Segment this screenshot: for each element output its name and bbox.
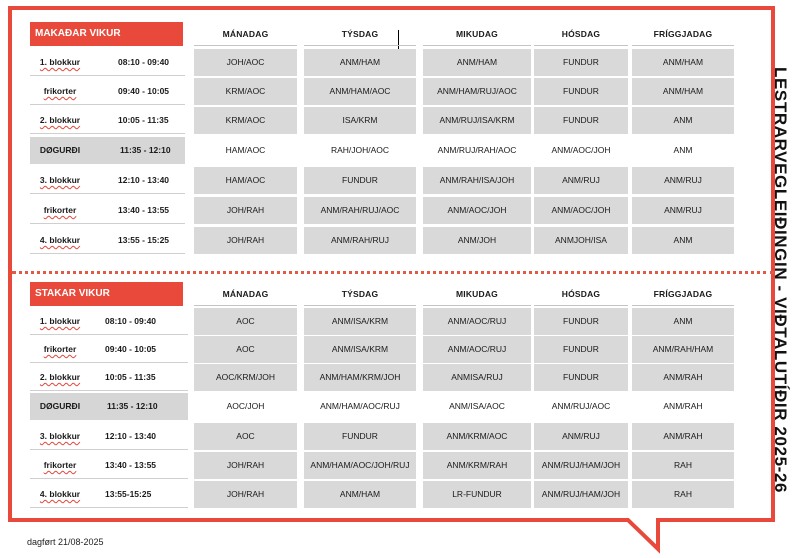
schedule-cell: ANM/RUJ: [632, 197, 734, 224]
period-time: 08:10 - 09:40: [105, 316, 157, 326]
period-name: frikorter: [43, 205, 77, 215]
period-label: [30, 107, 185, 134]
schedule-cell: ANM/RAH/RUJ: [304, 227, 416, 254]
schedule-cell: ANM/JOH: [423, 227, 531, 254]
period-name: 2. blokkur: [39, 372, 81, 382]
schedule-cell: JOH/RAH: [194, 227, 297, 254]
schedule-cell: ANM/HAM: [632, 49, 734, 76]
schedule-cell: AOC: [194, 308, 297, 335]
schedule-cell: AOC: [194, 336, 297, 363]
schedule-cell: FUNDUR: [304, 167, 416, 194]
schedule-cell: ANM/RUJ/HAM/JOH: [534, 452, 628, 479]
period-label: [30, 364, 188, 391]
schedule-cell: ANM: [632, 227, 734, 254]
day-header: HÓSDAG: [534, 22, 628, 46]
period-name: 3. blokkur: [39, 175, 81, 185]
schedule-cell: ANM/HAM: [632, 78, 734, 105]
day-header: MIKUDAG: [423, 22, 531, 46]
schedule-cell: FUNDUR: [534, 49, 628, 76]
document-title: LESTRARVEGLEIÐINGIN - VIÐTALUTÍÐIR 2025-26: [771, 66, 790, 494]
day-header: MIKUDAG: [423, 282, 531, 306]
schedule-cell: FUNDUR: [534, 336, 628, 363]
period-time: 13:40 - 13:55: [118, 205, 170, 215]
schedule-cell: FUNDUR: [534, 364, 628, 391]
period-time: 08:10 - 09:40: [118, 57, 170, 67]
period-label: [30, 452, 188, 479]
schedule-cell: ANM/HAM: [304, 49, 416, 76]
day-header: MÁNADAG: [194, 22, 297, 46]
period-label: [30, 49, 185, 76]
period-time: 13:40 - 13:55: [105, 460, 157, 470]
schedule-cell: FUNDUR: [534, 107, 628, 134]
schedule-cell: ANM/ISA/AOC: [423, 393, 531, 420]
schedule-cell: ANM/HAM: [423, 49, 531, 76]
section-divider: [12, 271, 774, 274]
schedule-cell: ANM/RAH: [632, 423, 734, 450]
period-label: [30, 227, 185, 254]
period-time: 09:40 - 10:05: [105, 344, 157, 354]
schedule-cell: ANM/RAH: [632, 393, 734, 420]
schedule-cell: JOH/RAH: [194, 481, 297, 508]
period-name: DØGURÐI: [39, 401, 81, 411]
period-label: [30, 308, 188, 335]
period-name: frikorter: [43, 344, 77, 354]
schedule-cell: FUNDUR: [534, 308, 628, 335]
schedule-cell: ANMJOH/ISA: [534, 227, 628, 254]
section-title: STAKAR VIKUR: [30, 282, 183, 306]
period-name: 1. blokkur: [39, 57, 81, 67]
schedule-cell: ANM/RUJ: [534, 167, 628, 194]
schedule-cell: JOH/RAH: [194, 197, 297, 224]
schedule-cell: ANM/RUJ: [632, 167, 734, 194]
day-header: TÝSDAG: [304, 22, 416, 46]
schedule-cell: ANM/RAH/HAM: [632, 336, 734, 363]
schedule-cell: AOC/JOH: [194, 393, 297, 420]
schedule-cell: ANM/RUJ/RAH/AOC: [423, 137, 531, 164]
schedule-cell: ANM/AOC/JOH: [534, 197, 628, 224]
schedule-cell: ANM/RUJ: [534, 423, 628, 450]
schedule-cell: ANM/AOC/RUJ: [423, 308, 531, 335]
schedule-cell: KRM/AOC: [194, 107, 297, 134]
schedule-cell: ANM: [632, 137, 734, 164]
period-label: [30, 137, 185, 164]
schedule-cell: AOC: [194, 423, 297, 450]
schedule-cell: JOH/AOC: [194, 49, 297, 76]
period-name: 2. blokkur: [39, 115, 81, 125]
schedule-cell: ANM/RAH/ISA/JOH: [423, 167, 531, 194]
schedule-cell: HAM/AOC: [194, 167, 297, 194]
schedule-cell: ANM/ISA/KRM: [304, 336, 416, 363]
schedule-cell: ANM/AOC/JOH: [534, 137, 628, 164]
period-time: 12:10 - 13:40: [118, 175, 170, 185]
schedule-cell: ANM/RUJ/AOC: [534, 393, 628, 420]
schedule-cell: ANM/HAM/AOC: [304, 78, 416, 105]
schedule-cell: KRM/AOC: [194, 78, 297, 105]
schedule-cell: ANMISA/RUJ: [423, 364, 531, 391]
schedule-cell: ANM: [632, 308, 734, 335]
schedule-cell: ISA/KRM: [304, 107, 416, 134]
schedule-cell: ANM/HAM/RUJ/AOC: [423, 78, 531, 105]
schedule-cell: ANM/HAM/AOC/RUJ: [304, 393, 416, 420]
period-label: [30, 393, 188, 420]
schedule-cell: ANM/HAM/AOC/JOH/RUJ: [304, 452, 416, 479]
schedule-cell: ANM/AOC/JOH: [423, 197, 531, 224]
period-time: 10:05 - 11:35: [105, 372, 156, 382]
schedule-cell: ANM/ISA/KRM: [304, 308, 416, 335]
schedule-cell: ANM/RAH/RUJ/AOC: [304, 197, 416, 224]
period-name: 4. blokkur: [39, 489, 81, 499]
schedule-cell: AOC/KRM/JOH: [194, 364, 297, 391]
schedule-cell: ANM/RUJ/HAM/JOH: [534, 481, 628, 508]
schedule-cell: ANM/KRM/RAH: [423, 452, 531, 479]
schedule-cell: HAM/AOC: [194, 137, 297, 164]
period-label: [30, 78, 185, 105]
period-name: frikorter: [43, 460, 77, 470]
schedule-cell: ANM: [632, 107, 734, 134]
updated-date: dagført 21/08-2025: [27, 537, 104, 547]
period-label: [30, 197, 185, 224]
day-header: FRÍGGJADAG: [632, 282, 734, 306]
schedule-cell: RAH: [632, 452, 734, 479]
period-time: 09:40 - 10:05: [118, 86, 170, 96]
schedule-cell: ANM/RAH: [632, 364, 734, 391]
period-time: 13:55 - 15:25: [118, 235, 170, 245]
section-title: MAKAÐAR VIKUR: [30, 22, 183, 46]
period-name: 4. blokkur: [39, 235, 81, 245]
schedule-cell: JOH/RAH: [194, 452, 297, 479]
schedule-cell: ANM/RUJ/ISA/KRM: [423, 107, 531, 134]
period-name: frikorter: [43, 86, 77, 96]
schedule-cell: ANM/AOC/RUJ: [423, 336, 531, 363]
period-time: 13:55-15:25: [105, 489, 152, 499]
period-time: 10:05 - 11:35: [118, 115, 169, 125]
schedule-cell: LR-FUNDUR: [423, 481, 531, 508]
period-label: [30, 423, 188, 450]
day-header: TÝSDAG: [304, 282, 416, 306]
schedule-cell: RAH/JOH/AOC: [304, 137, 416, 164]
day-header: FRÍGGJADAG: [632, 22, 734, 46]
period-name: 3. blokkur: [39, 431, 81, 441]
schedule-cell: ANM/HAM/KRM/JOH: [304, 364, 416, 391]
period-label: [30, 481, 188, 508]
schedule-cell: FUNDUR: [304, 423, 416, 450]
period-label: [30, 167, 185, 194]
period-time: 12:10 - 13:40: [105, 431, 157, 441]
period-time: 11:35 - 12:10: [107, 401, 158, 411]
schedule-cell: FUNDUR: [534, 78, 628, 105]
schedule-cell: ANM/HAM: [304, 481, 416, 508]
schedule-cell: ANM/KRM/AOC: [423, 423, 531, 450]
period-time: 11:35 - 12:10: [120, 145, 171, 155]
day-header: MÁNADAG: [194, 282, 297, 306]
period-label: [30, 336, 188, 363]
schedule-cell: RAH: [632, 481, 734, 508]
period-name: DØGURÐI: [39, 145, 81, 155]
period-name: 1. blokkur: [39, 316, 81, 326]
day-header: HÓSDAG: [534, 282, 628, 306]
